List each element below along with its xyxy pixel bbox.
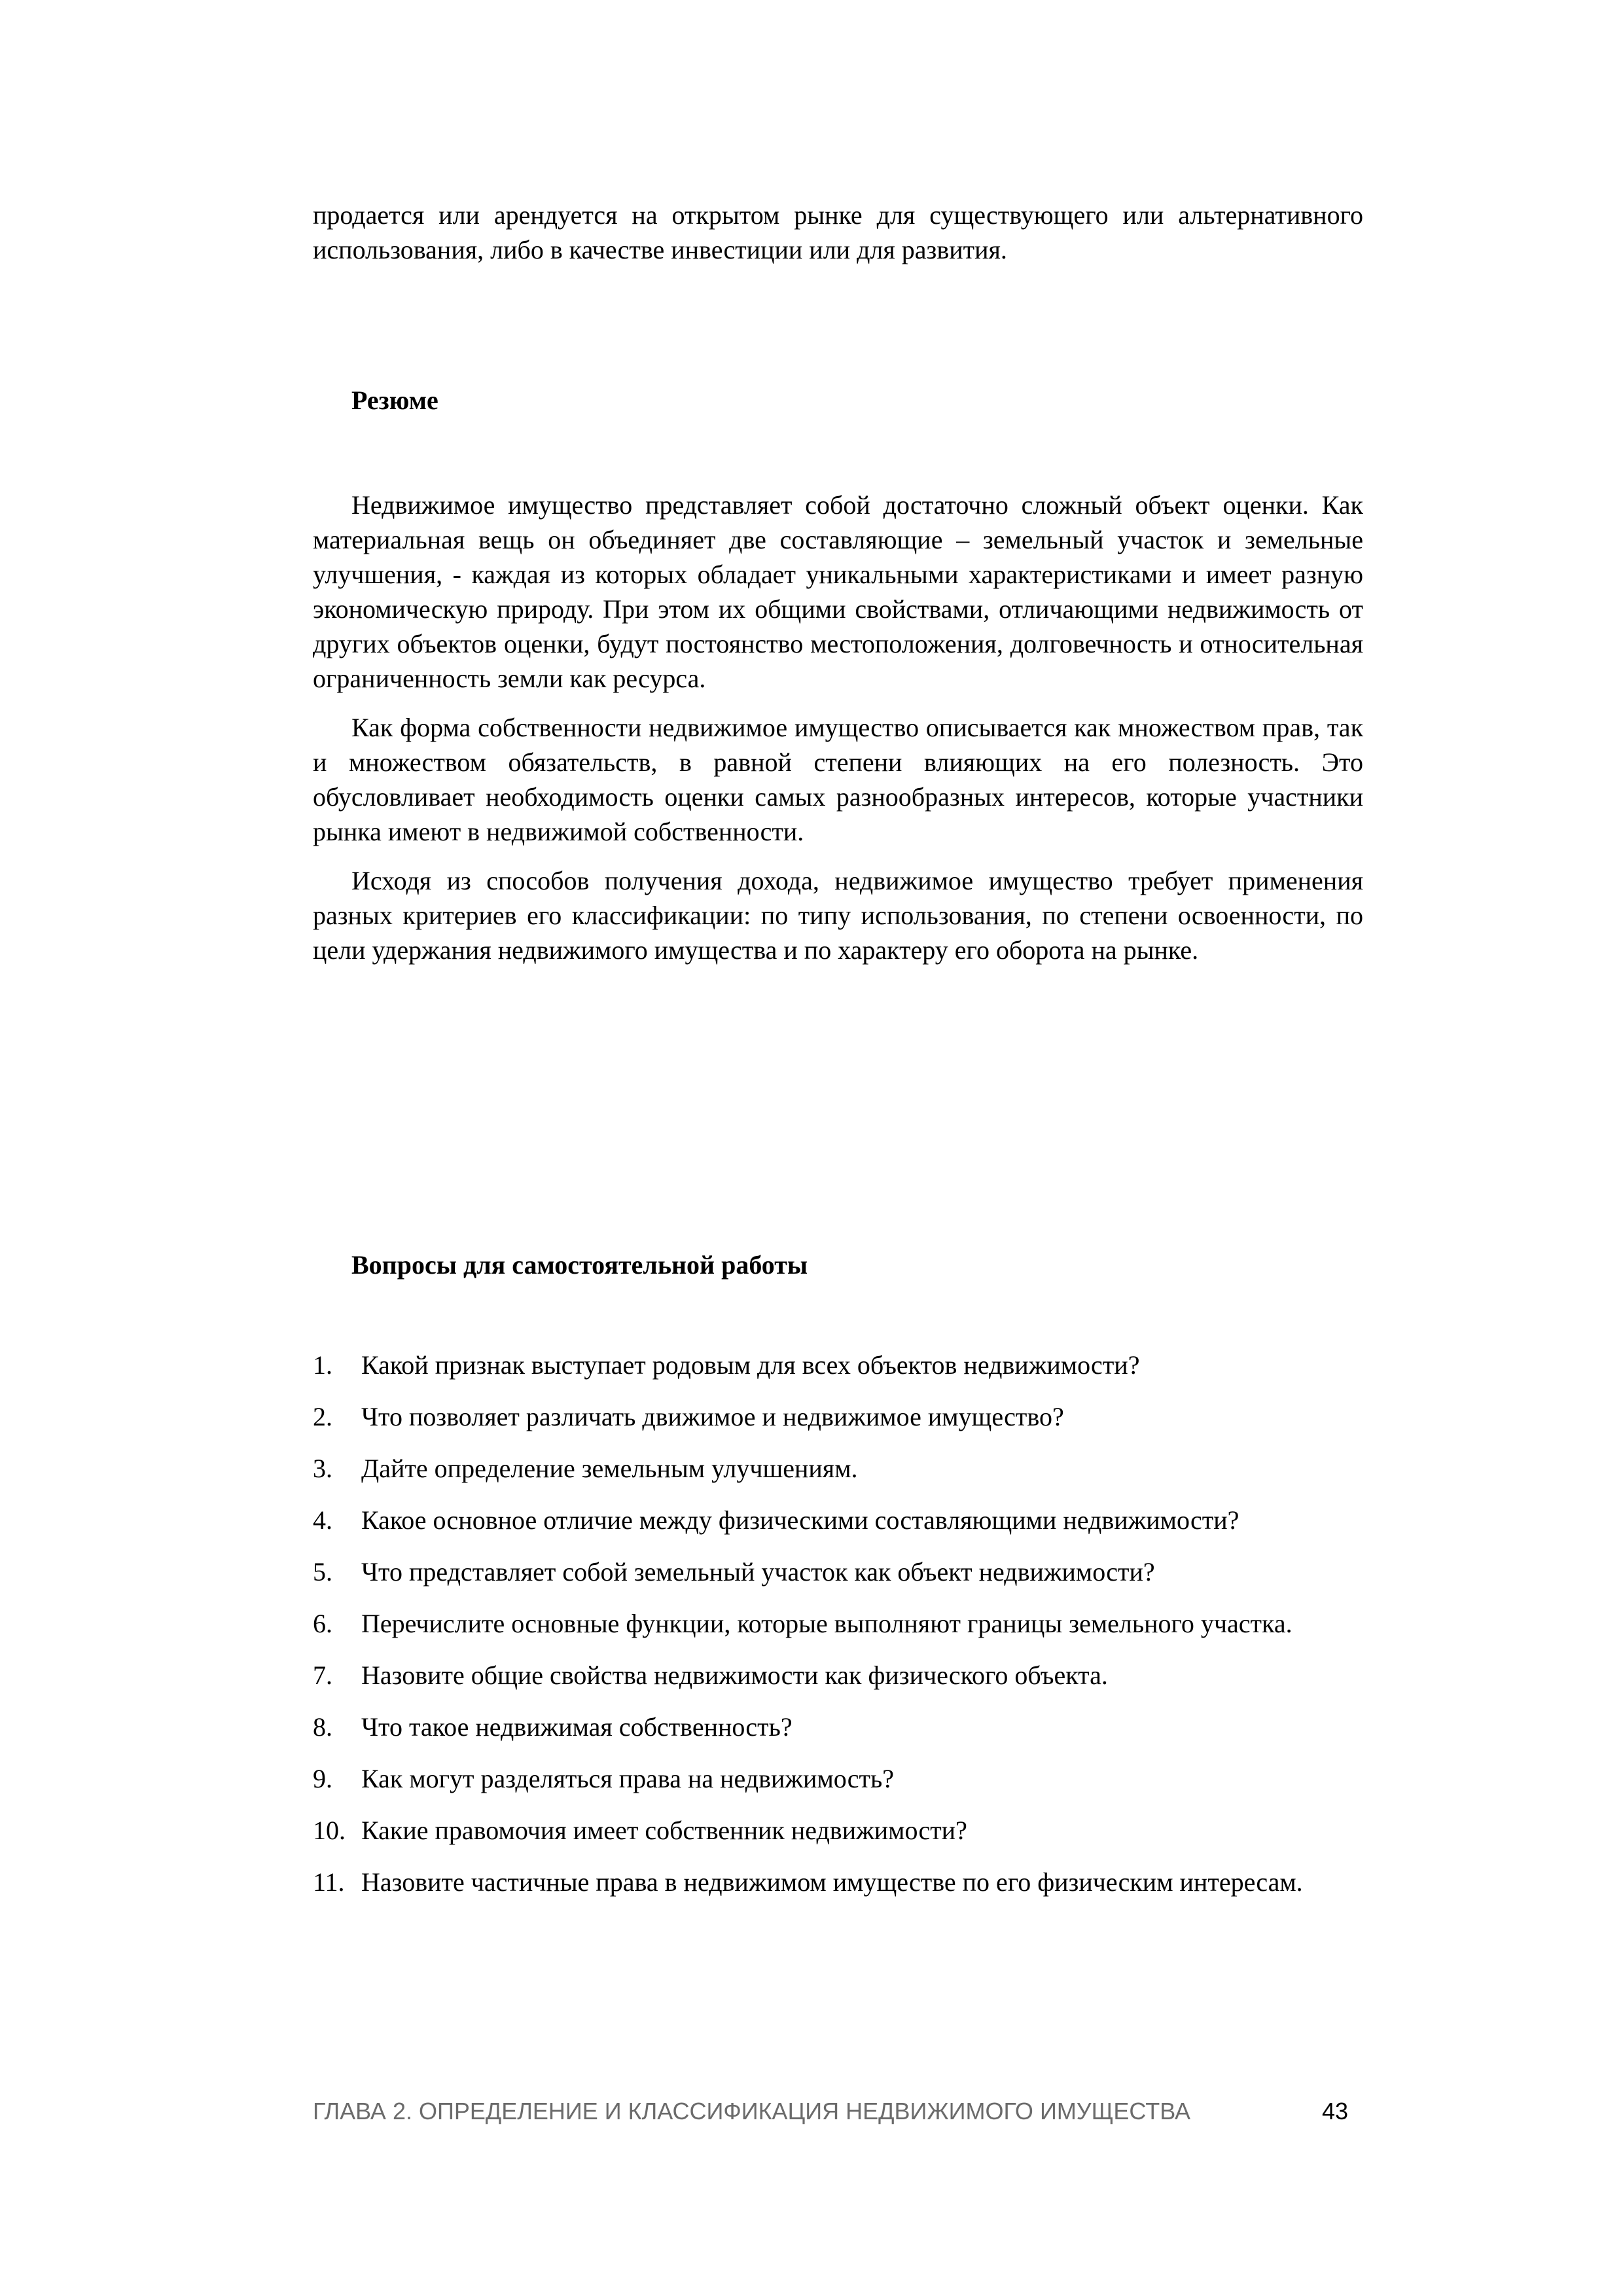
- summary-heading: Резюме: [351, 386, 438, 415]
- intro-text: продается или арендуется на открытом рынке для существующего или альтернативного использования, либо в качестве инвестиции или для развития.: [313, 200, 1363, 264]
- question-item: [313, 1503, 1363, 1537]
- question-number: 8.: [313, 1712, 332, 1742]
- question-item: [313, 1606, 1363, 1641]
- summary-paragraph: Как форма собственности недвижимое имущество описывается как множеством прав, так и множеством обязательств, в равной степени влияющих на его полезность. Это обусловливает необходимость оценки самых разнообразных интересов, которые участники рынка имеют в недвижимой собственности.: [313, 713, 1363, 846]
- question-number: 9.: [313, 1764, 332, 1793]
- question-number: 10.: [313, 1816, 346, 1845]
- question-item: [313, 1658, 1363, 1693]
- question-number: 11.: [313, 1867, 345, 1897]
- question-item: [313, 1399, 1363, 1434]
- summary-paragraph: Недвижимое имущество представляет собой достаточно сложный объект оценки. Как материальная вещь он объединяет две составляющие – земельный участок и земельные улучшения, - каждая из которых обладает уникальными характеристиками и имеет разную экономическую природу. При этом их общими свойствами, отличающими недвижимость от других объектов оценки, будут постоянство местоположения, долговечность и относительная ограниченность земли как ресурса.: [313, 490, 1363, 693]
- question-number: 5.: [313, 1557, 332, 1587]
- question-number: 6.: [313, 1609, 332, 1638]
- question-item: [313, 1554, 1363, 1589]
- question-item: [313, 1348, 1363, 1382]
- question-number: 3.: [313, 1454, 332, 1483]
- question-number: 1.: [313, 1350, 332, 1380]
- question-item: [313, 1865, 1363, 1899]
- summary-body: [313, 488, 1363, 967]
- question-text: Как могут разделяться права на недвижимость?: [361, 1764, 895, 1793]
- question-item: [313, 1451, 1363, 1486]
- question-text: Какой признак выступает родовым для всех объектов недвижимости?: [361, 1350, 1140, 1380]
- questions-list: [313, 1348, 1363, 1916]
- question-text: Назовите частичные права в недвижимом имуществе по его физическим интересам.: [361, 1867, 1303, 1897]
- question-text: Что такое недвижимая собственность?: [361, 1712, 793, 1742]
- question-number: 4.: [313, 1505, 332, 1535]
- question-item: [313, 1761, 1363, 1796]
- question-number: 2.: [313, 1402, 332, 1431]
- question-number: 7.: [313, 1660, 332, 1690]
- question-text: Что позволяет различать движимое и недвижимое имущество?: [361, 1402, 1064, 1431]
- question-text: Какое основное отличие между физическими составляющими недвижимости?: [361, 1505, 1240, 1535]
- questions-heading: Вопросы для самостоятельной работы: [351, 1250, 808, 1280]
- question-text: Перечислите основные функции, которые выполняют границы земельного участка.: [361, 1609, 1293, 1638]
- summary-paragraph: Исходя из способов получения дохода, недвижимое имущество требует применения разных критериев его классификации: по типу использования, по степени освоенности, по цели удержания недвижимого имущества и по характеру его оборота на рынке.: [313, 866, 1363, 965]
- question-text: Назовите общие свойства недвижимости как физического объекта.: [361, 1660, 1108, 1690]
- question-text: Какие правомочия имеет собственник недвижимости?: [361, 1816, 967, 1845]
- footer-chapter-title: ГЛАВА 2. ОПРЕДЕЛЕНИЕ И КЛАССИФИКАЦИЯ НЕДВИЖИМОГО ИМУЩЕСТВА: [313, 2098, 1191, 2125]
- question-text: Что представляет собой земельный участок как объект недвижимости?: [361, 1557, 1155, 1587]
- page-number: 43: [1322, 2098, 1349, 2125]
- question-item: [313, 1813, 1363, 1848]
- question-text: Дайте определение земельным улучшениям.: [361, 1454, 858, 1483]
- question-item: [313, 1710, 1363, 1744]
- intro-paragraph: [313, 198, 1363, 267]
